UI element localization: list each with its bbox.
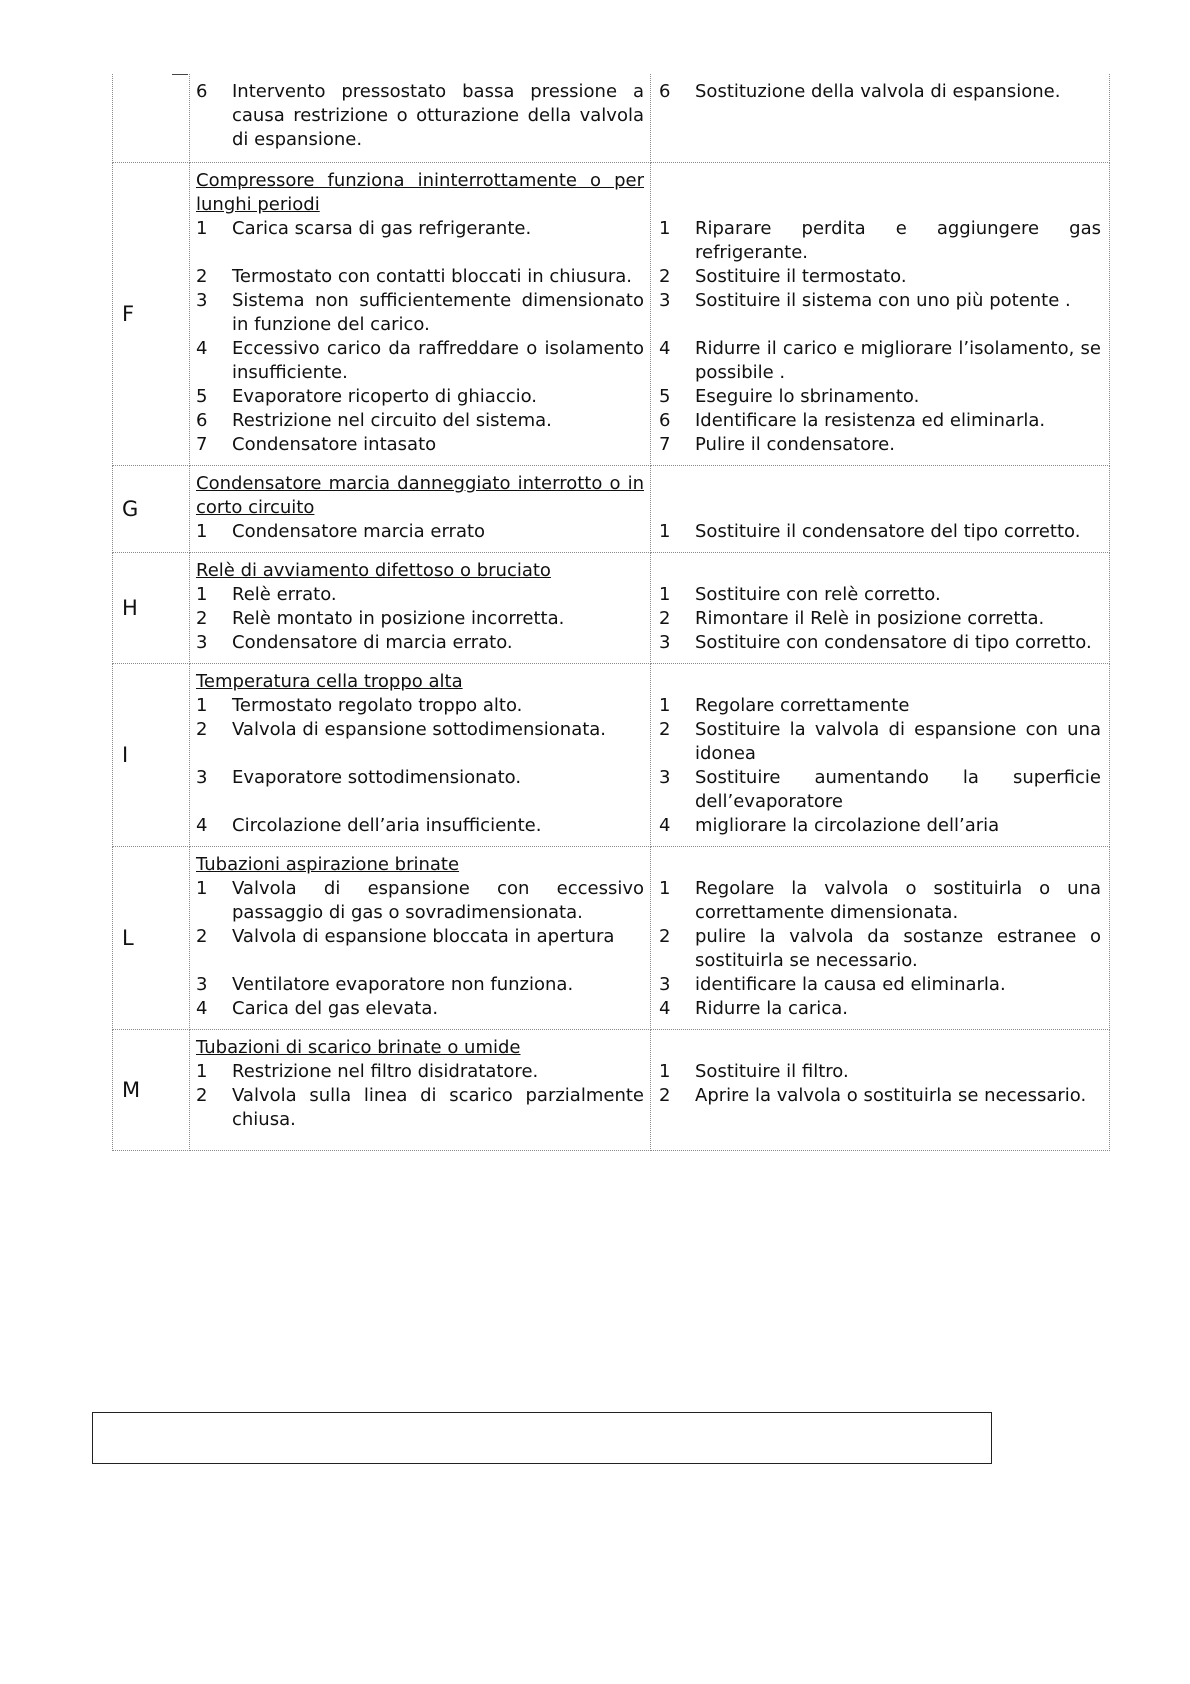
row-letter: M: [113, 1030, 190, 1151]
remedy-text: Identificare la resistenza ed eliminarla.: [695, 410, 1046, 431]
remedy-text: Pulire il condensatore.: [695, 434, 895, 455]
remedy-item: [659, 217, 1101, 265]
remedy-number: 3: [659, 290, 671, 311]
cause-text: Evaporatore sottodimensionato.: [232, 767, 522, 788]
remedy-item: [659, 337, 1101, 385]
remedy-text: Aprire la valvola o sostituirla se necessario.: [695, 1085, 1087, 1106]
remedy-text: Rimontare il Relè in posizione corretta.: [695, 608, 1045, 629]
cause-text: Valvola di espansione bloccata in apertura: [232, 926, 615, 947]
cause-text: Evaporatore ricoperto di ghiaccio.: [232, 386, 538, 407]
remedy-cell: [651, 1030, 1110, 1151]
footer-box: [92, 1412, 992, 1464]
spacer: [659, 1036, 1101, 1060]
remedy-item: [659, 520, 1101, 544]
remedy-item: [659, 1060, 1101, 1084]
cause-number: 3: [196, 290, 208, 311]
remedy-cell: [651, 664, 1110, 847]
row-letter: H: [113, 553, 190, 664]
remedy-text: Sostituire il condensatore del tipo corretto.: [695, 521, 1081, 542]
spacer: [659, 853, 1101, 877]
remedy-text: Ridurre la carica.: [695, 998, 848, 1019]
remedy-number: 3: [659, 974, 671, 995]
cause-item: [196, 607, 644, 631]
section-heading: Condensatore marcia danneggiato interrotto o in corto circuito: [196, 473, 644, 518]
remedy-item: [659, 718, 1101, 766]
cause-item: [196, 814, 644, 838]
remedy-item: [659, 631, 1101, 655]
remedy-item: [659, 289, 1101, 313]
spacer: [659, 313, 1101, 337]
cause-number: 2: [196, 1085, 208, 1106]
cause-item: [196, 694, 644, 718]
spacer: [659, 169, 1101, 193]
cause-item: [196, 877, 644, 925]
remedy-cell: [651, 74, 1110, 163]
remedy-text: Sostituire il sistema con uno più potente .: [695, 290, 1071, 311]
remedy-text: Sostituzione della valvola di espansione.: [695, 81, 1061, 102]
remedy-item: [659, 607, 1101, 631]
cause-text: Carica scarsa di gas refrigerante.: [232, 218, 532, 239]
remedy-text: Sostituire la valvola di espansione con una idonea: [695, 719, 1101, 764]
cause-text: Valvola di espansione con eccessivo passaggio di gas o sovradimensionata.: [232, 878, 644, 923]
spacer: [196, 742, 644, 766]
cause-text: Termostato regolato troppo alto.: [232, 695, 523, 716]
cause-item: [196, 409, 644, 433]
cause-text: Ventilatore evaporatore non funziona.: [232, 974, 574, 995]
remedy-text: Ridurre il carico e migliorare l’isolamento, se possibile .: [695, 338, 1101, 383]
remedy-cell: [651, 847, 1110, 1030]
cause-cell: [190, 1030, 651, 1151]
cause-cell: [190, 847, 651, 1030]
corner-mark: [172, 74, 188, 75]
remedy-number: 4: [659, 338, 671, 359]
remedy-text: Sostituire con condensatore di tipo corretto.: [695, 632, 1092, 653]
cause-item: [196, 583, 644, 607]
cause-cell: [190, 466, 651, 553]
table-row-m: [113, 1030, 1110, 1151]
cause-text: Termostato con contatti bloccati in chiusura.: [232, 266, 633, 287]
remedy-text: Sostituire il filtro.: [695, 1061, 849, 1082]
cause-item: [196, 1060, 644, 1084]
spacer: [196, 790, 644, 814]
section-heading: Compressore funziona ininterrottamente o per lunghi periodi: [196, 170, 644, 215]
table-row-h: [113, 553, 1110, 664]
remedy-item: [659, 1084, 1101, 1108]
cause-number: 2: [196, 719, 208, 740]
remedy-item: [659, 997, 1101, 1021]
cause-number: 7: [196, 434, 208, 455]
section-heading: Tubazioni di scarico brinate o umide: [196, 1037, 521, 1058]
spacer: [659, 559, 1101, 583]
remedy-text: identificare la causa ed eliminarla.: [695, 974, 1006, 995]
remedy-item: [659, 265, 1101, 289]
remedy-item: [659, 694, 1101, 718]
remedy-number: 1: [659, 878, 671, 899]
cause-text: Valvola di espansione sottodimensionata.: [232, 719, 607, 740]
remedy-number: 4: [659, 998, 671, 1019]
cause-item: [196, 265, 644, 289]
troubleshooting-table-container: [112, 74, 1110, 1151]
spacer: [196, 241, 644, 265]
remedy-cell: [651, 553, 1110, 664]
cause-number: 6: [196, 410, 208, 431]
cause-text: Sistema non sufficientemente dimensionato in funzione del carico.: [232, 290, 644, 335]
cause-text: Valvola sulla linea di scarico parzialmente chiusa.: [232, 1085, 644, 1130]
row-letter: I: [113, 664, 190, 847]
cause-item: [196, 1084, 644, 1132]
remedy-number: 2: [659, 1085, 671, 1106]
cause-item: [196, 997, 644, 1021]
remedy-number: 5: [659, 386, 671, 407]
cause-item: [196, 385, 644, 409]
remedy-number: 4: [659, 815, 671, 836]
remedy-number: 1: [659, 218, 671, 239]
remedy-item: [659, 409, 1101, 433]
remedy-item: [659, 973, 1101, 997]
cause-text: Carica del gas elevata.: [232, 998, 439, 1019]
cause-number: 1: [196, 584, 208, 605]
cause-item: [196, 925, 644, 949]
cause-item: [196, 520, 644, 544]
cause-cell: [190, 163, 651, 466]
cause-number: 3: [196, 767, 208, 788]
remedy-item: [659, 583, 1101, 607]
spacer: [659, 472, 1101, 496]
remedy-item: [659, 80, 1101, 104]
cause-number: 6: [196, 81, 208, 102]
cause-text: Restrizione nel filtro disidratatore.: [232, 1061, 539, 1082]
remedy-number: 3: [659, 767, 671, 788]
cause-number: 2: [196, 926, 208, 947]
remedy-item: [659, 814, 1101, 838]
remedy-text: Riparare perdita e aggiungere gas refrigerante.: [695, 218, 1101, 263]
remedy-number: 2: [659, 719, 671, 740]
cause-number: 4: [196, 998, 208, 1019]
remedy-number: 2: [659, 926, 671, 947]
remedy-cell: [651, 163, 1110, 466]
cause-text: Condensatore marcia errato: [232, 521, 486, 542]
cause-number: 1: [196, 521, 208, 542]
cause-text: Condensatore di marcia errato.: [232, 632, 513, 653]
remedy-text: migliorare la circolazione dell’aria: [695, 815, 1000, 836]
cause-number: 3: [196, 632, 208, 653]
cause-item: [196, 766, 644, 790]
cause-text: Condensatore intasato: [232, 434, 437, 455]
spacer: [659, 193, 1101, 217]
cause-item: [196, 337, 644, 385]
section-heading: Relè di avviamento difettoso o bruciato: [196, 560, 551, 581]
row-letter: G: [113, 466, 190, 553]
remedy-text: pulire la valvola da sostanze estranee o sostituirla se necessario.: [695, 926, 1101, 971]
cause-cell: [190, 553, 651, 664]
spacer: [659, 670, 1101, 694]
table-row-g: [113, 466, 1110, 553]
remedy-item: [659, 877, 1101, 925]
table-row-continuation: [113, 74, 1110, 163]
cause-item: [196, 80, 644, 152]
remedy-text: Sostituire aumentando la superficie dell’evaporatore: [695, 767, 1101, 812]
cause-text: Circolazione dell’aria insufficiente.: [232, 815, 542, 836]
cause-number: 2: [196, 266, 208, 287]
cause-number: 1: [196, 878, 208, 899]
section-heading: Temperatura cella troppo alta: [196, 671, 463, 692]
cause-number: 2: [196, 608, 208, 629]
remedy-text: Eseguire lo sbrinamento.: [695, 386, 920, 407]
remedy-text: Regolare la valvola o sostituirla o una correttamente dimensionata.: [695, 878, 1101, 923]
cause-text: Intervento pressostato bassa pressione a causa restrizione o otturazione della valvola di espansione.: [232, 81, 644, 150]
cause-number: 1: [196, 695, 208, 716]
remedy-number: 7: [659, 434, 671, 455]
cause-item: [196, 289, 644, 337]
table-row-l: [113, 847, 1110, 1030]
table-row-i: [113, 664, 1110, 847]
row-letter: F: [113, 163, 190, 466]
cause-number: 5: [196, 386, 208, 407]
cause-number: 4: [196, 815, 208, 836]
remedy-item: [659, 433, 1101, 457]
row-letter: L: [113, 847, 190, 1030]
cause-item: [196, 631, 644, 655]
spacer: [196, 949, 644, 973]
cause-text: Restrizione nel circuito del sistema.: [232, 410, 552, 431]
remedy-text: Sostituire con relè corretto.: [695, 584, 941, 605]
troubleshooting-table: [112, 74, 1110, 1151]
cause-text: Relè errato.: [232, 584, 337, 605]
cause-item: [196, 433, 644, 457]
cause-number: 1: [196, 218, 208, 239]
row-letter: [113, 74, 190, 163]
cause-cell: [190, 664, 651, 847]
remedy-cell: [651, 466, 1110, 553]
table-row-f: [113, 163, 1110, 466]
cause-number: 3: [196, 974, 208, 995]
cause-number: 4: [196, 338, 208, 359]
cause-item: [196, 973, 644, 997]
remedy-number: 1: [659, 521, 671, 542]
remedy-item: [659, 766, 1101, 814]
section-heading: Tubazioni aspirazione brinate: [196, 854, 460, 875]
remedy-number: 6: [659, 81, 671, 102]
remedy-number: 2: [659, 266, 671, 287]
remedy-text: Sostituire il termostato.: [695, 266, 907, 287]
cause-cell: [190, 74, 651, 163]
remedy-number: 1: [659, 1061, 671, 1082]
cause-text: Relè montato in posizione incorretta.: [232, 608, 565, 629]
remedy-number: 6: [659, 410, 671, 431]
spacer: [659, 496, 1101, 520]
cause-item: [196, 718, 644, 742]
remedy-number: 3: [659, 632, 671, 653]
cause-item: [196, 217, 644, 241]
remedy-text: Regolare correttamente: [695, 695, 910, 716]
remedy-number: 1: [659, 695, 671, 716]
remedy-item: [659, 385, 1101, 409]
remedy-item: [659, 925, 1101, 973]
cause-text: Eccessivo carico da raffreddare o isolamento insufficiente.: [232, 338, 644, 383]
remedy-number: 1: [659, 584, 671, 605]
cause-number: 1: [196, 1061, 208, 1082]
remedy-number: 2: [659, 608, 671, 629]
